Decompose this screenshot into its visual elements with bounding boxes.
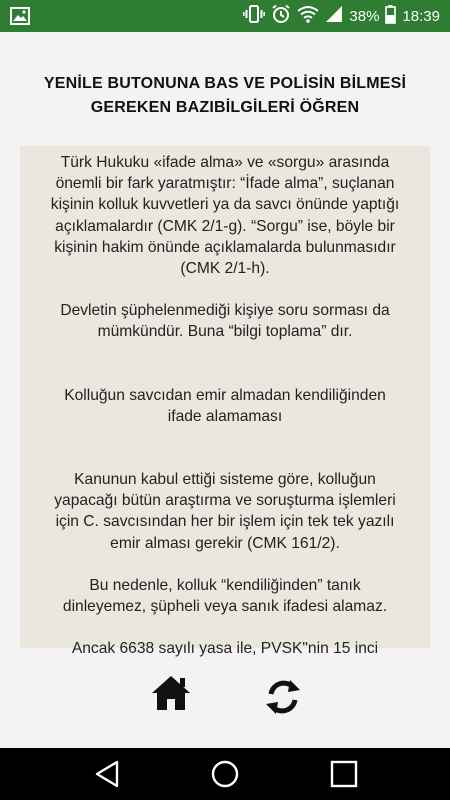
home-button[interactable] [151, 673, 191, 713]
paragraph-kolluk-tanik: Bu nedenle, kolluk “kendiliğinden” tanık dinleyemez, şüpheli veya sanık ifadesi alamaz. [62, 576, 388, 616]
status-icons [243, 0, 440, 32]
paragraph-kolluk-baslik: Kolluğun savcıdan emir almadan kendiliğinden ifade alamaması [64, 386, 386, 425]
paragraph-ifade-sorgu: Türk Hukuku «ifade alma» ve «sorgu» arasında önemli bir fark yaratmıştır: “İfade alma”, suçlanan kişinin kolluk kuvvetleri ya da savcı önünde yaptığı açıklamalardır (CMK 2/1-g). “Sorgu” ise, böyle bir kişinin hakim önünde açıklamalarda bulunmasıdır (CMK 2/1-h). [50, 154, 400, 278]
status-bar [0, 0, 450, 32]
wifi-icon [297, 5, 319, 27]
navigation-bar [0, 748, 450, 800]
recents-button[interactable] [328, 758, 360, 790]
paragraph-6638-yasa: Ancak 6638 sayılı yasa ile, PVSK"nin 15 inci [71, 640, 379, 658]
battery-icon [385, 5, 396, 28]
refresh-button[interactable] [262, 676, 304, 718]
gallery-icon [10, 7, 30, 29]
battery-percent: 38% [349, 7, 380, 25]
home-circle-icon [209, 758, 241, 790]
alarm-icon [271, 4, 291, 28]
paragraph-bilgi-toplama: Devletin şüphelenmediği kişiye soru sorması da mümkündür. Buna “bilgi toplama” dır. [60, 302, 390, 341]
headline-line-2: GEREKEN BAZIBİLGİLERİ ÖĞREN [90, 99, 360, 116]
info-text [20, 146, 430, 659]
info-card[interactable] [20, 146, 430, 658]
recents-icon [328, 758, 360, 790]
refresh-icon [262, 676, 304, 718]
vibrate-icon [243, 5, 265, 27]
home-icon [151, 673, 191, 713]
clock: 18:39 [402, 7, 440, 25]
action-bar [0, 668, 450, 728]
paragraph-kanun-sistemi: Kanunun kabul ettiği sisteme göre, kolluğun yapacağı bütün araştırma ve soruşturma işlemleri için C. savcısından her bir işlem için tek tek yazılı emir alması gerekir (CMK 161/2). [54, 471, 396, 552]
back-button[interactable] [92, 758, 124, 790]
back-icon [92, 758, 124, 790]
signal-icon [325, 5, 343, 27]
headline [0, 72, 450, 120]
headline-line-1: YENİLE BUTONUNA BAS VE POLİSİN BİLMESİ [43, 75, 407, 92]
nav-home-button[interactable] [209, 758, 241, 790]
